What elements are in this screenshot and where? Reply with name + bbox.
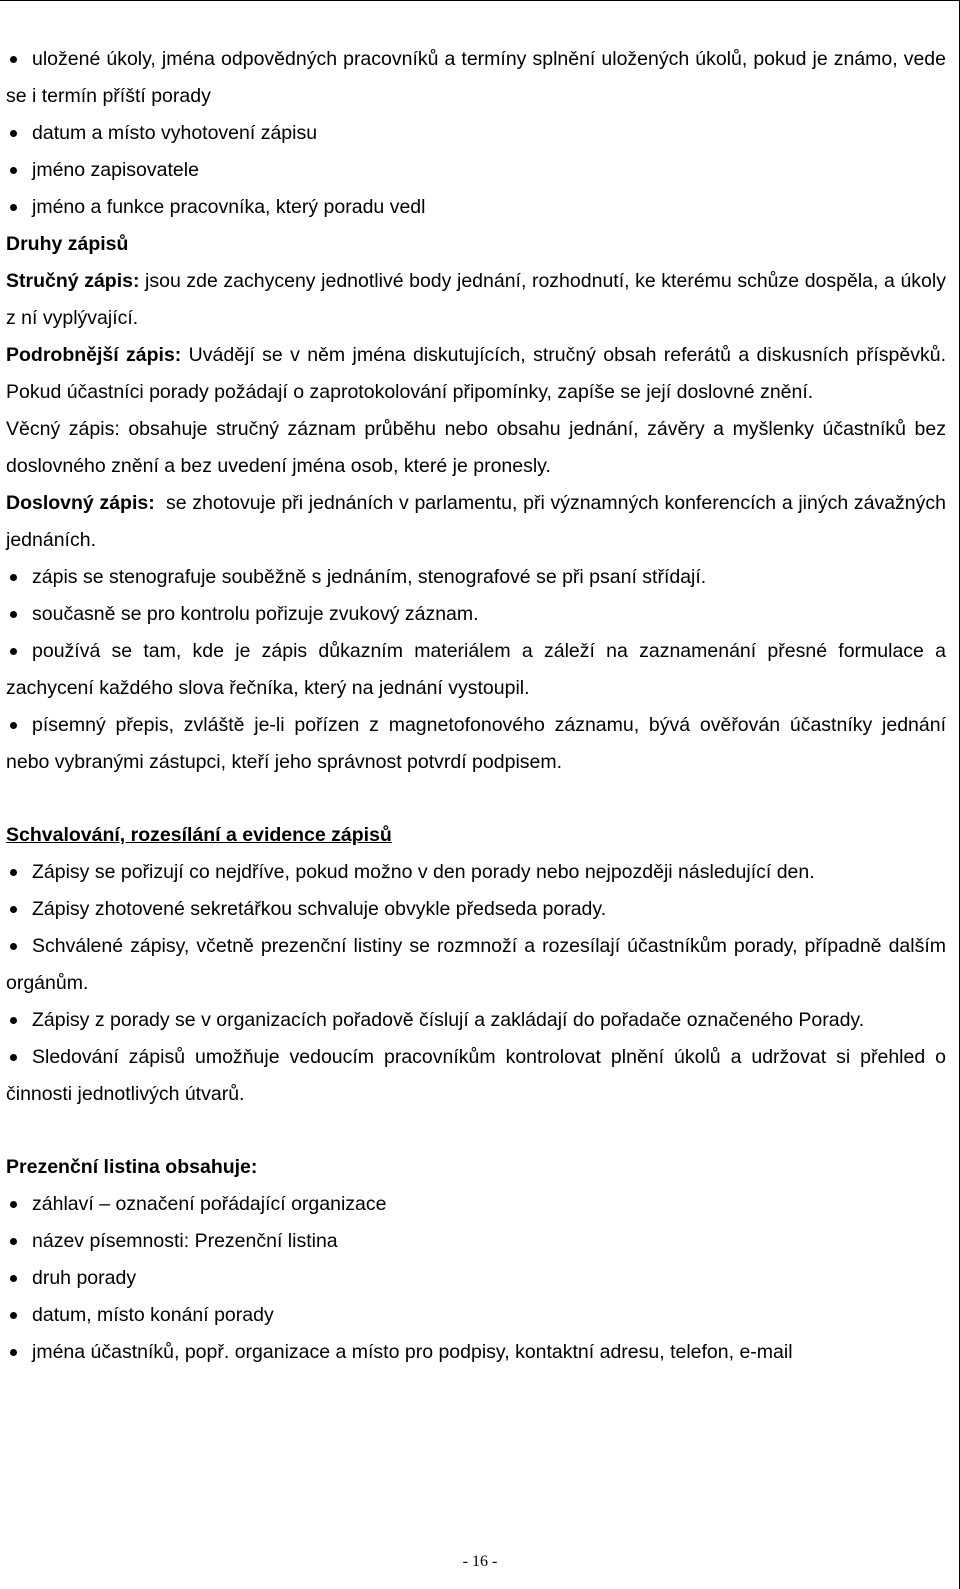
list-item: jméno a funkce pracovníka, který poradu vedl	[6, 189, 946, 226]
term-label: Podrobnější zápis:	[6, 344, 182, 366]
bullet-icon	[10, 56, 17, 63]
section-heading-types: Druhy zápisů	[6, 233, 129, 255]
bullet-icon	[10, 1054, 17, 1061]
list-item: současně se pro kontrolu pořizuje zvukový záznam.	[6, 596, 946, 633]
term-label: Stručný zápis:	[6, 270, 140, 292]
page-number: - 16 -	[462, 1553, 498, 1570]
bullet-icon	[10, 722, 17, 729]
list-item: Zápisy zhotovené sekretářkou schvaluje obvykle předseda porady.	[6, 891, 946, 928]
list-item: zápis se stenografuje souběžně s jednáním, stenografové se při psaní střídají.	[6, 559, 946, 596]
term-text: Uvádějí se v něm jména diskutujících, stručný obsah referátů a diskusních příspěvků. Pokud účastníci porady požádají o zaprotokolování připomínky, zapíše se její doslovné znění.	[6, 344, 947, 403]
list-item: písemný přepis, zvláště je-li pořízen z magnetofonového záznamu, bývá ověřován účastníky jednání nebo vybranými zástupci, kteří jeho správnost potvrdí podpisem.	[6, 714, 946, 773]
list-item: Schválené zápisy, včetně prezenční listiny se rozmnoží a rozesílají účastníkům porady, případně dalším orgánům.	[6, 935, 946, 994]
bullet-icon	[10, 1017, 17, 1024]
list-item: jméno zapisovatele	[6, 152, 946, 189]
term-text: jsou zde zachyceny jednotlivé body jednání, rozhodnutí, ke kterému schůze dospěla, a úkoly z ní vyplývající.	[6, 270, 946, 329]
list-item: jména účastníků, popř. organizace a místo pro podpisy, kontaktní adresu, telefon, e-mail	[6, 1334, 946, 1371]
section-heading-approval: Schvalování, rozesílání a evidence zápisů	[6, 824, 392, 846]
bullet-icon	[10, 943, 17, 950]
page-content	[6, 41, 952, 1371]
list-item: Zápisy z porady se v organizacích pořadově číslují a zakládají do pořadače označeného Porady.	[6, 1002, 946, 1039]
section-heading-attendance: Prezenční listina obsahuje:	[6, 1156, 258, 1178]
list-item: používá se tam, kde je zápis důkazním materiálem a záleží na zaznamenání přesné formulace a zachycení každého slova řečníka, který na jednání vystoupil.	[6, 640, 946, 699]
list-item: druh porady	[6, 1260, 946, 1297]
list-item: datum, místo konání porady	[6, 1297, 946, 1334]
list-item: datum a místo vyhotovení zápisu	[6, 115, 946, 152]
paragraph-verbatim	[6, 485, 952, 559]
term-text: se zhotovuje při jednáních v parlamentu, při významných konferencích a jiných závažných jednáních.	[6, 492, 952, 551]
list-item: uložené úkoly, jména odpovědných pracovníků a termíny splnění uložených úkolů, pokud je známo, vede se i termín příští porady	[6, 48, 946, 107]
bullet-icon	[10, 648, 17, 655]
list-item: záhlaví – označení pořádající organizace	[6, 1186, 946, 1223]
term-text: Věcný zápis: obsahuje stručný záznam průběhu nebo obsahu jednání, závěry a myšlenky účastníků bez doslovného znění a bez uvedení jména osob, které je pronesly.	[6, 418, 946, 477]
paragraph-factual	[6, 411, 946, 485]
term-label: Doslovný zápis:	[6, 492, 155, 514]
list-item: Sledování zápisů umožňuje vedoucím pracovníkům kontrolovat plnění úkolů a udržovat si přehled o činnosti jednotlivých útvarů.	[6, 1046, 946, 1105]
list-item: název písemnosti: Prezenční listina	[6, 1223, 946, 1260]
list-item: Zápisy se pořizují co nejdříve, pokud možno v den porady nebo nejpozději následující den.	[6, 854, 946, 891]
paragraph-detailed	[6, 337, 946, 411]
paragraph-brief	[6, 263, 946, 337]
